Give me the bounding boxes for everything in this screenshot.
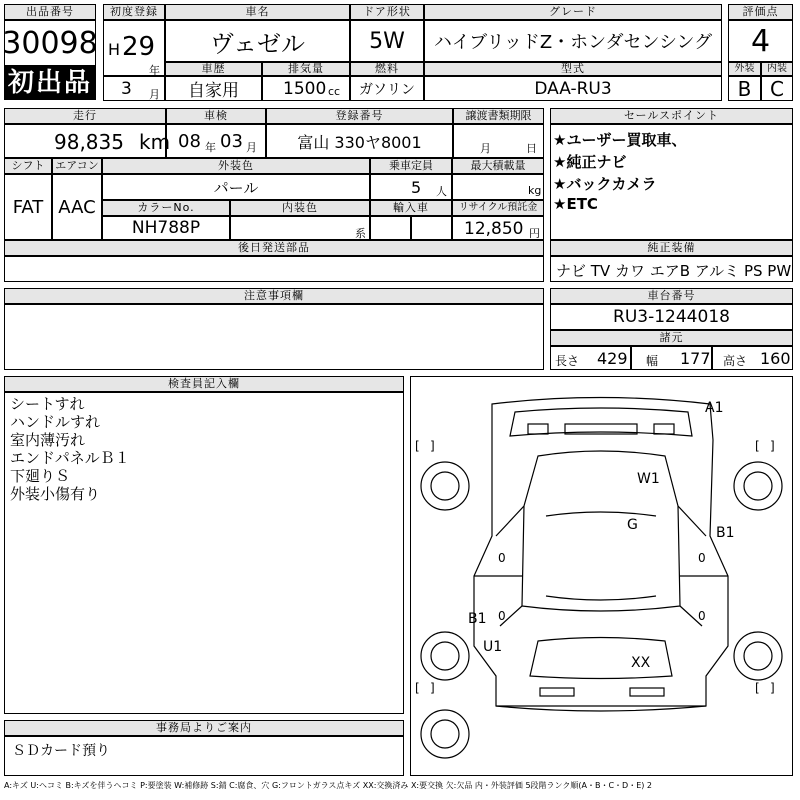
- import-label: 輸入車: [370, 200, 452, 216]
- inspector-line: エンドパネルＢ１: [10, 449, 130, 467]
- later-parts-box: [4, 256, 544, 282]
- sales-point-item: ★ユーザー買取車、: [553, 131, 687, 149]
- score-value: 4: [728, 20, 793, 62]
- svg-text:0: 0: [698, 551, 706, 565]
- length: 429: [597, 349, 628, 368]
- svg-text:]: ]: [770, 681, 775, 695]
- svg-text:0: 0: [698, 609, 706, 623]
- height-label: 高さ: [723, 354, 748, 368]
- registration-month-unit: 月: [149, 88, 160, 101]
- office-text: ＳＤカード預り: [12, 743, 110, 759]
- grade-label: グレード: [424, 4, 722, 20]
- score-label: 評価点: [728, 4, 793, 20]
- inspector-line: ハンドルすれ: [10, 413, 101, 431]
- color-no: NH788P: [102, 216, 230, 240]
- legend: A:キズ U:ヘコミ B:キズを伴うヘコミ P:要塗装 W:補修跡 S:錆 C:腐食、穴 G:フロントガラス点キズ XX:交換済み X:要交換 欠:欠品 内・外装評価 5段階ランク順(A・B・C・D・E) 2: [4, 781, 653, 790]
- width: 177: [680, 349, 711, 368]
- exterior-label: 外装: [728, 62, 761, 76]
- fuel: ガソリン: [350, 76, 424, 101]
- interior-label: 内装: [761, 62, 793, 76]
- car-name-label: 車名: [165, 4, 350, 20]
- reg-number-label: 登録番号: [266, 108, 453, 124]
- aircon: AAC: [52, 174, 102, 240]
- inspection-month-unit: 月: [246, 141, 257, 154]
- transfer-day-unit: 日: [526, 142, 537, 155]
- inspector-line: シートすれ: [10, 395, 85, 413]
- inspection-year-unit: 年: [205, 141, 216, 154]
- mark-w1: W1: [637, 471, 660, 487]
- mark-g: G: [627, 517, 638, 533]
- registration-year: 29: [122, 32, 156, 62]
- mark-u1: U1: [483, 639, 503, 655]
- color-no-label: カラーNo.: [102, 200, 230, 216]
- registration-label: 初度登録: [103, 4, 165, 20]
- equipment-label: 純正装備: [550, 240, 793, 256]
- grade: ハイブリッドZ・ホンダセンシング: [424, 20, 722, 62]
- registration-year-unit: 年: [149, 64, 160, 77]
- int-color-unit: 系: [355, 227, 366, 240]
- office-label: 事務局よりご案内: [4, 720, 404, 736]
- door-label: ドア形状: [350, 4, 424, 20]
- inspection-label: 車検: [166, 108, 266, 124]
- mileage-label: 走行: [4, 108, 166, 124]
- equipment: ナビ TV カワ エアB アルミ PS PW: [556, 262, 792, 280]
- lot-number: 30098: [4, 20, 96, 66]
- dimensions-label: 諸元: [550, 330, 793, 346]
- ext-color-label: 外装色: [102, 158, 370, 174]
- int-color-box: [230, 216, 370, 240]
- svg-text:]: ]: [430, 681, 435, 695]
- recycle-unit: 円: [529, 227, 540, 240]
- inspector-line: 外装小傷有り: [10, 485, 101, 503]
- registration-month: 3: [121, 79, 132, 99]
- car-outline-diagram: [410, 376, 793, 776]
- capacity: 5: [411, 178, 422, 197]
- displacement-label: 排気量: [262, 62, 350, 76]
- sales-point-item: ★ETC: [553, 195, 598, 213]
- exterior-score: B: [728, 76, 761, 101]
- capacity-label: 乗車定員: [370, 158, 452, 174]
- svg-text:0: 0: [498, 609, 506, 623]
- inspection-month: 03: [220, 131, 243, 152]
- capacity-unit: 人: [436, 185, 447, 198]
- door-type: 5W: [350, 20, 424, 62]
- recycle-label: リサイクル預託金: [452, 200, 544, 216]
- transfer-label: 譲渡書類期限: [453, 108, 544, 124]
- inspector-label: 検査員記入欄: [4, 376, 404, 392]
- recycle-amount: 12,850: [464, 219, 524, 239]
- shift-label: シフト: [4, 158, 52, 174]
- chassis-number: RU3-1244018: [550, 304, 793, 330]
- inspection-year: 08: [178, 131, 201, 152]
- svg-text:[: [: [755, 439, 760, 453]
- svg-text:]: ]: [770, 439, 775, 453]
- displacement: 1500: [283, 79, 327, 99]
- transfer-month-unit: 月: [480, 142, 491, 155]
- shift: FAT: [4, 174, 52, 240]
- import-box-1: [370, 216, 411, 240]
- first-listing-badge: 初出品: [4, 66, 96, 100]
- notes-box: [4, 304, 544, 370]
- svg-text:[: [: [415, 439, 420, 453]
- model-label: 型式: [424, 62, 722, 76]
- mileage-unit: km: [139, 130, 171, 154]
- history-label: 車歴: [165, 62, 262, 76]
- fuel-label: 燃料: [350, 62, 424, 76]
- interior-score: C: [761, 76, 793, 101]
- sales-point-item: ★純正ナビ: [553, 153, 627, 171]
- int-color-label: 内装色: [230, 200, 370, 216]
- svg-text:[: [: [755, 681, 760, 695]
- sales-points-label: セールスポイント: [550, 108, 793, 124]
- aircon-label: エアコン: [52, 158, 102, 174]
- car-name: ヴェゼル: [165, 20, 350, 62]
- width-label: 幅: [646, 354, 659, 368]
- model-code: DAA-RU3: [424, 76, 722, 101]
- sales-point-item: ★バックカメラ: [553, 175, 657, 193]
- lot-label: 出品番号: [4, 4, 96, 20]
- history: 自家用: [165, 76, 262, 101]
- registration-era: H: [108, 40, 121, 59]
- height: 160: [760, 349, 791, 368]
- mark-b1-left: B1: [468, 611, 487, 627]
- mark-xx: XX: [631, 655, 651, 671]
- inspector-line: 室内薄汚れ: [10, 431, 86, 449]
- notes-label: 注意事項欄: [4, 288, 544, 304]
- displacement-unit: cc: [328, 85, 341, 98]
- mark-a1: A1: [705, 400, 724, 416]
- later-parts-label: 後日発送部品: [4, 240, 544, 256]
- mark-b1-right: B1: [716, 525, 735, 541]
- svg-text:[: [: [415, 681, 420, 695]
- max-load-unit: kg: [528, 184, 542, 197]
- chassis-label: 車台番号: [550, 288, 793, 304]
- ext-color: パール: [102, 174, 370, 200]
- svg-text:]: ]: [430, 439, 435, 453]
- mileage: 98,835: [54, 130, 124, 154]
- reg-number: 富山 330ヤ8001: [266, 124, 453, 158]
- length-label: 長さ: [555, 354, 580, 368]
- inspector-line: 下廻りＳ: [10, 467, 71, 485]
- max-load-label: 最大積載量: [452, 158, 544, 174]
- import-box-2: [411, 216, 452, 240]
- svg-text:0: 0: [498, 551, 506, 565]
